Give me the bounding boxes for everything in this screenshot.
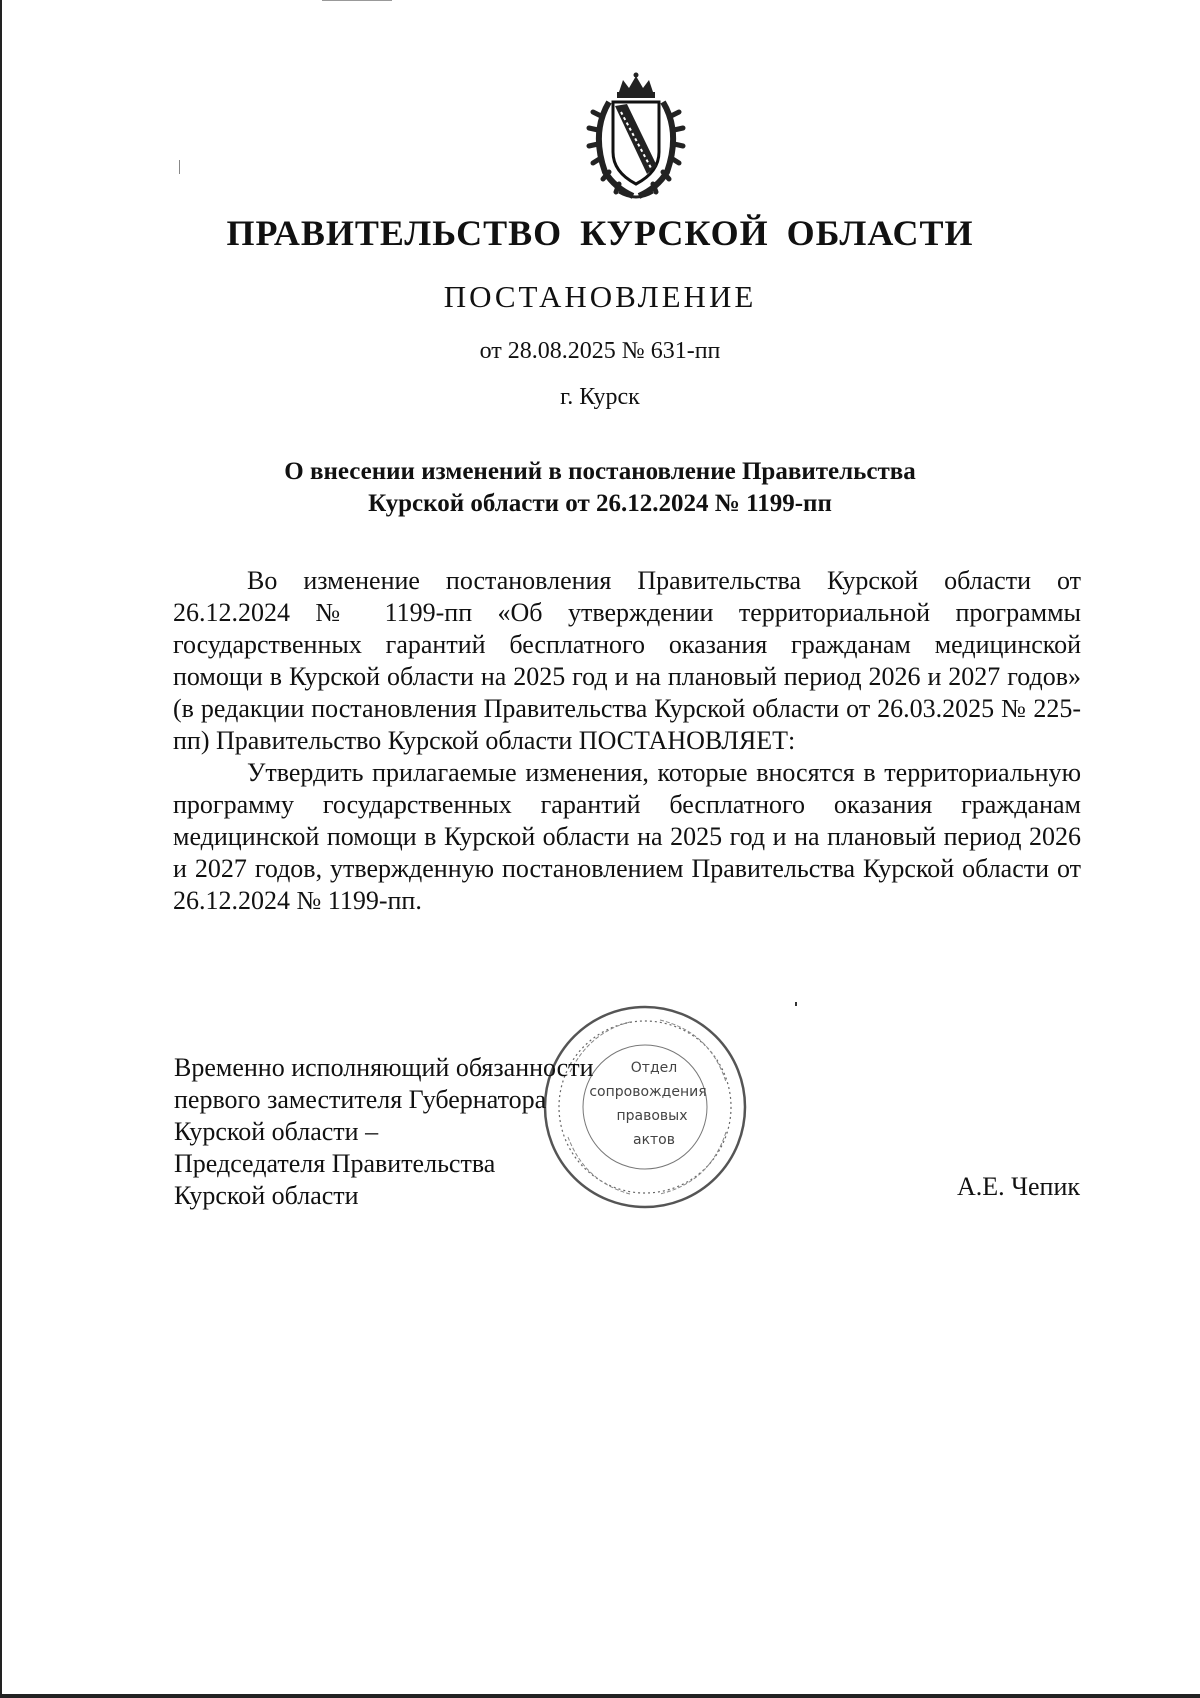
document-number: от 28.08.2025 № 631-пп	[479, 338, 721, 364]
signature-position-line: Курской области –	[174, 1117, 379, 1146]
signature-position	[174, 1052, 594, 1212]
signature-position-line: первого заместителя Губернатора	[174, 1085, 547, 1114]
signature-position-line: Курской области	[174, 1181, 359, 1210]
body-paragraph: Во изменение постановления Правительства Курской области от 26.12.2024 № 1199-пп «Об утверждении территориальной программы государственных гарантий бесплатного оказания гражданам медицинской помощи в Курской области на 2025 год и на плановый период 2026 и 2027 годов» (в редакции постановления Правительства Курской области от 26.03.2025 № 225-пп) Правительство Курской области ПОСТАНОВЛЯЕТ:	[173, 566, 1081, 755]
stamp-line: актов	[632, 1132, 676, 1148]
stamp-line: сопровождения	[589, 1084, 707, 1100]
subject-line: Курской области от 26.12.2024 № 1199-пп	[368, 490, 832, 517]
scan-mark-top	[322, 0, 392, 1]
signature-position-line: Временно исполняющий обязанности	[174, 1053, 594, 1082]
body-paragraph: Утвердить прилагаемые изменения, которые вносятся в территориальную программу государственных гарантий бесплатного оказания гражданам медицинской помощи в Курской области на 2025 год и на плановый период 2026 и 2027 годов, утвержденную постановлением Правительства Курской области от 26.12.2024 № 1199-пп.	[173, 758, 1081, 915]
scan-edge-bottom	[0, 1694, 1200, 1698]
subject-line: О внесении изменений в постановление Правительства	[284, 458, 916, 485]
scan-edge-left	[0, 0, 2, 1698]
scan-mark	[179, 160, 180, 174]
document-body	[173, 565, 1081, 917]
stamp-line: Отдел	[630, 1060, 678, 1076]
coat-of-arms-icon	[571, 72, 701, 202]
document-subject	[150, 456, 1050, 520]
organization-title: ПРАВИТЕЛЬСТВО КУРСКОЙ ОБЛАСТИ	[226, 213, 974, 253]
signature-position-line: Председателя Правительства	[174, 1149, 496, 1178]
scan-mark	[795, 1002, 797, 1006]
document-place: г. Курск	[560, 384, 640, 410]
document-type: ПОСТАНОВЛЕНИЕ	[443, 279, 757, 314]
stamp-line: правовых	[616, 1108, 688, 1124]
signatory-name: А.Е. Чепик	[956, 1172, 1080, 1201]
